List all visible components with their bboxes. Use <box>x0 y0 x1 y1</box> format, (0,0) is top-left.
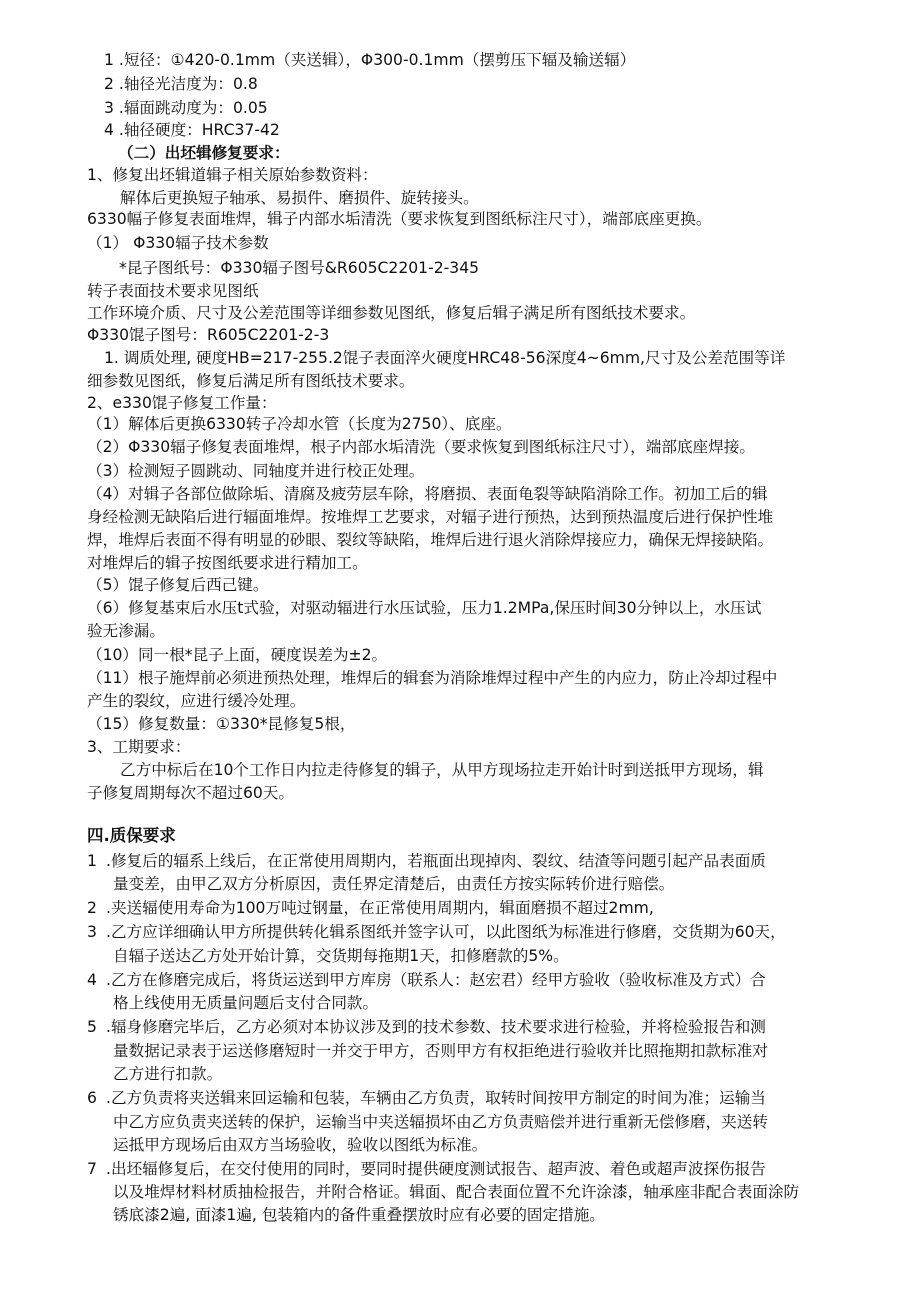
warranty-item-number: 2 <box>87 899 97 917</box>
warranty-item-number: 4 <box>87 971 97 989</box>
work-item: （6）修复基束后水压t式验，对驱动辐进行水压试验，压力1.2MPa,保压时间30分钟以上，水压试 <box>87 599 762 617</box>
work-item: （15）修复数量：①330*昆修复5根， <box>87 715 356 733</box>
warranty-item-line: 锈底漆2遍, 面漆1遍, 包装箱内的备件重叠摆放时应有必要的固定措施。 <box>113 1206 605 1224</box>
requirement-3-title: 3、工期要求： <box>87 738 191 756</box>
work-item: （5）馄子修复后西己键。 <box>87 576 269 594</box>
work-item-cont: 焊，堆焊后表面不得有明显的砂眼、裂纹等缺陷，堆焊后进行退火消除焊接应力，确保无焊接缺陷。 <box>87 531 774 549</box>
warranty-item-line: 中乙方应负责夹送转的保护，运输当中夹送辐损坏由乙方负责赔偿并进行重新无偿修磨，夹送转 <box>113 1113 768 1131</box>
warranty-item-line: 乙方进行扣款。 <box>113 1065 223 1083</box>
warranty-item-line: 量数据记录表于运送修磨短时一并交于甲方，否则甲方有权拒绝进行验收并比照拖期扣款标准对 <box>113 1042 768 1060</box>
warranty-item-line: 格上线使用无质量问题后支付合同款。 <box>113 994 379 1012</box>
warranty-item-number: 7 <box>87 1160 97 1178</box>
sub-heading-roller-params: （1） Φ330辐子技术参数 <box>87 234 269 252</box>
work-item: （3）检测短子圆跳动、同轴度并进行校正处理。 <box>87 462 425 480</box>
paragraph-line: 6330幅子修复表面堆焊，辑子内部水垢清洗（要求恢复到图纸标注尺寸），端部底座更换。 <box>87 210 712 228</box>
paragraph-line: Φ330馄子图号：R605C2201-2-3 <box>87 326 330 344</box>
section-heading-repair-requirements: （二）出坯辑修复要求： <box>118 144 290 162</box>
warranty-item-number: 5 <box>87 1018 97 1036</box>
work-item: （1）解体后更换6330转子冷却水管（长度为2750）、底座。 <box>87 415 512 433</box>
spec-item-4: 4 .轴径硬度：HRC37-42 <box>104 121 280 139</box>
warranty-item-line: .乙方应详细确认甲方所提供转化辑系图纸并签字认可，以此图纸为标准进行修磨，交货期为60天， <box>106 923 786 941</box>
requirement-2-title: 2、e330馄子修复工作量： <box>87 394 277 412</box>
paragraph-line: 解体后更换短子轴承、易损件、磨损件、旋转接头。 <box>120 189 479 207</box>
paragraph-line: 转子表面技术要求见图纸 <box>87 282 259 300</box>
warranty-item-line: 量变差，由甲乙双方分析原因，责任界定清楚后，由责任方按实际转价进行赔偿。 <box>113 875 675 893</box>
warranty-item-line: .乙方在修磨完成后，将货运送到甲方库房（联系人：赵宏君）经甲方验收（验收标准及方式）合 <box>106 971 766 989</box>
spec-item-3: 3 .辐面跳动度为：0.05 <box>104 99 268 117</box>
paragraph-line: 工作环境介质、尺寸及公差范围等详细参数见图纸，修复后辑子满足所有图纸技术要求。 <box>87 304 696 322</box>
warranty-item-line: .夹送辐使用寿命为100万吨过钢量，在正常使用周期内，辑面磨损不超过2mm, <box>106 899 654 917</box>
requirement-1-title: 1、修复出坯辑道辑子相关原始参数资料： <box>87 166 378 184</box>
paragraph-line: 乙方中标后在10个工作日内拉走待修复的辑子，从甲方现场拉走开始计时到送抵甲方现场，辑 <box>120 761 764 779</box>
warranty-item-number: 1 <box>87 852 97 870</box>
warranty-item-line: 自辐子送达乙方处开始计算，交货期每拖期1天，扣修磨款的5%。 <box>113 947 569 965</box>
warranty-item-number: 6 <box>87 1089 97 1107</box>
paragraph-line: 1. 调质处理, 硬度HB=217-255.2馄子表面淬火硬度HRC48-56深度4~6mm,尺寸及公差范围等详 <box>104 349 786 367</box>
warranty-item-number: 3 <box>87 923 97 941</box>
work-item-cont: 验无渗漏。 <box>87 622 165 640</box>
warranty-item-line: .出坯辐修复后，在交付使用的同时，要同时提供硬度测试报告、超声波、着色或超声波探伤报告 <box>106 1160 766 1178</box>
paragraph-line: *昆子图纸号：Φ330辐子图号&R605C2201-2-345 <box>119 259 480 277</box>
work-item-cont: 产生的裂纹，应进行缓冷处理。 <box>87 692 306 710</box>
warranty-item-line: 运抵甲方现场后由双方当场验收，验收以图纸为标准。 <box>113 1136 488 1154</box>
work-item-cont: 身经检测无缺陷后进行辐面堆焊。按堆焊工艺要求，对辐子进行预热，达到预热温度后进行保护性堆 <box>87 508 774 526</box>
warranty-item-line: .修复后的辐系上线后，在正常使用周期内，若瓶面出现掉肉、裂纹、结渣等问题引起产品表面质 <box>106 852 766 870</box>
section-heading-warranty: 四.质保要求 <box>87 826 176 845</box>
work-item: （4）对辑子各部位做除垢、清腐及疲劳层车除，将磨损、表面龟裂等缺陷消除工作。初加工后的辑 <box>87 485 768 503</box>
paragraph-line: 子修复周期每次不超过60天。 <box>87 784 294 802</box>
spec-item-2: 2 .轴径光洁度为：0.8 <box>104 75 258 93</box>
work-item: （2）Φ330辐子修复表面堆焊，根子内部水垢清洗（要求恢复到图纸标注尺寸），端部底座焊接。 <box>87 438 755 456</box>
work-item: （10）同一根*昆子上面，硬度误差为±2。 <box>87 646 388 664</box>
spec-item-1: 1 .短径：①420-0.1mm（夹送辑），Φ300-0.1mm（摆剪压下辐及输送辐） <box>104 51 636 69</box>
warranty-item-line: .乙方负责将夹送辑来回运输和包装，车辆由乙方负责，取转时间按甲方制定的时间为准；运输当 <box>106 1089 766 1107</box>
warranty-item-line: .辐身修磨完毕后，乙方必须对本协议涉及到的技术参数、技术要求进行检验，并将检验报告和测 <box>106 1018 766 1036</box>
work-item-cont: 对堆焊后的辑子按图纸要求进行精加工。 <box>87 554 368 572</box>
paragraph-line: 细参数见图纸，修复后满足所有图纸技术要求。 <box>87 372 415 390</box>
work-item: （11）根子施焊前必须进预热处理，堆焊后的辑套为消除堆焊过程中产生的内应力，防止冷却过程中 <box>87 669 778 687</box>
warranty-item-line: 以及堆焊材料材质抽检报告，并附合格证。辑面、配合表面位置不允许涂漆，轴承座非配合表面涂防 <box>113 1183 800 1201</box>
